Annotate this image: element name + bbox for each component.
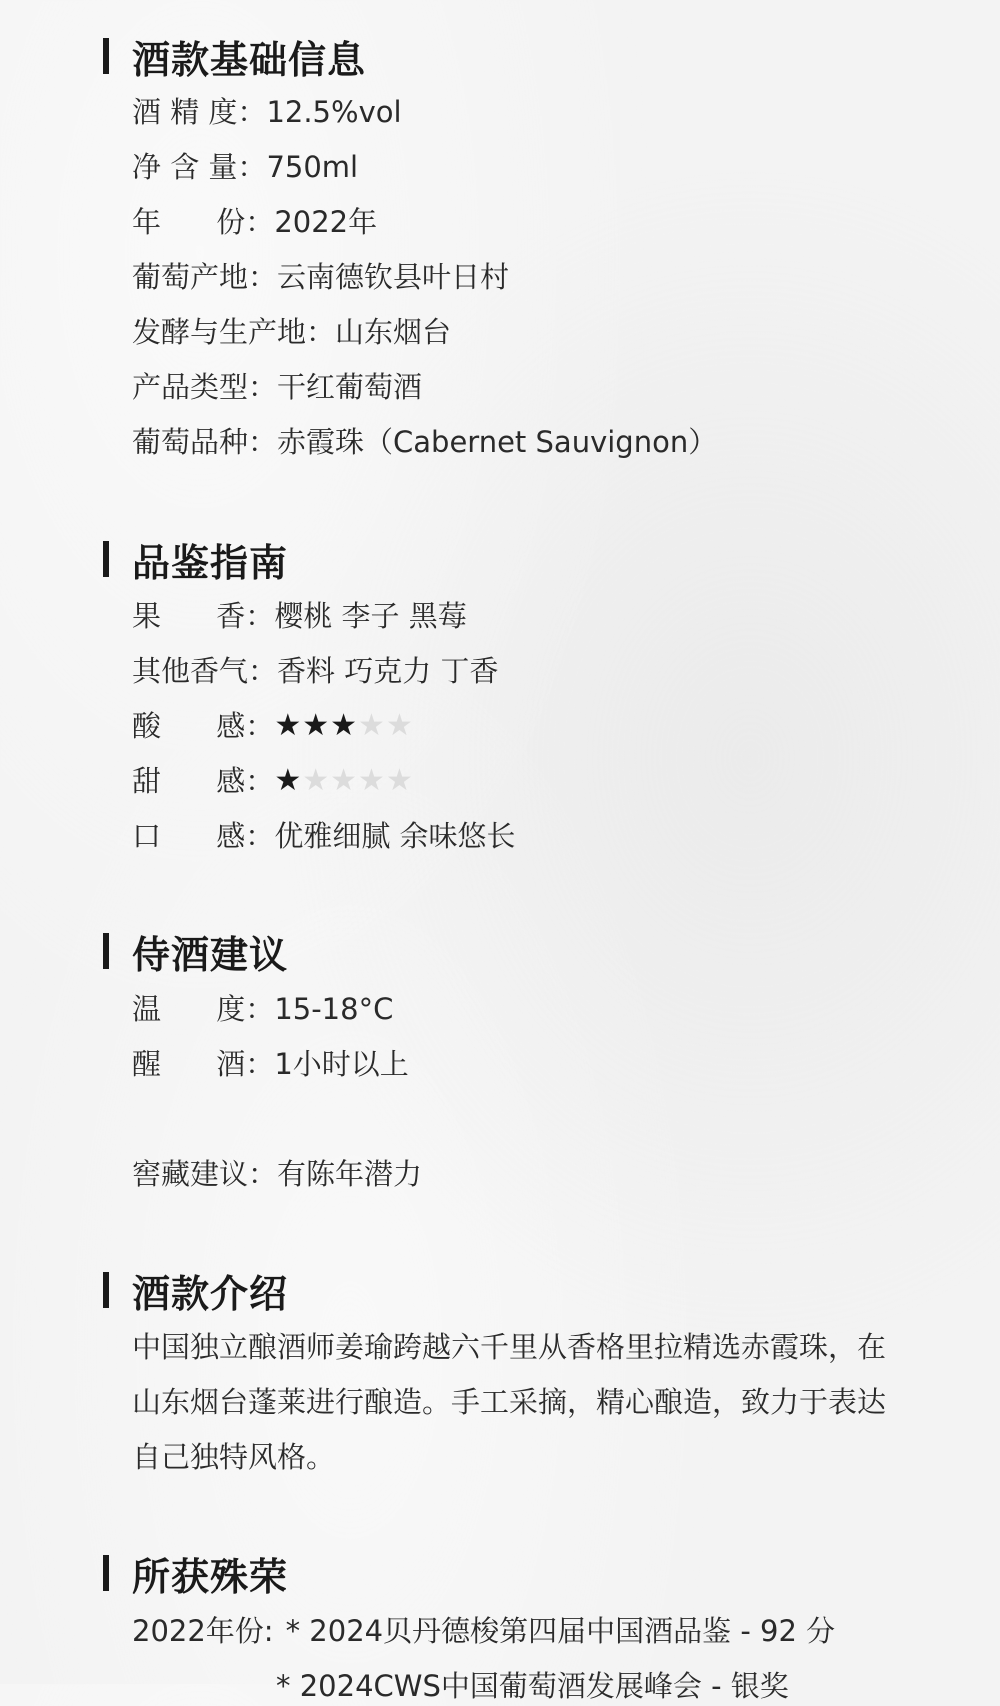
- star-empty-icon: ★: [358, 763, 386, 798]
- section-title: 侍酒建议: [132, 932, 289, 977]
- row-label: 甜 感：: [132, 764, 275, 798]
- star-empty-icon: ★: [330, 763, 359, 798]
- row-value: 香料 巧克力 丁香: [277, 654, 499, 688]
- star-empty-icon: ★: [385, 763, 414, 798]
- sweetness-rating: [274, 761, 414, 801]
- row-value: 干红葡萄酒: [277, 370, 423, 404]
- star-filled-icon: ★: [274, 708, 303, 743]
- section-heading-serving: [103, 931, 289, 977]
- row-value: 750ml: [266, 150, 359, 184]
- heading-bar: [103, 1555, 109, 1591]
- tasting-row-acidity: [132, 706, 414, 746]
- row-value: 15-18°C: [274, 992, 394, 1026]
- star-filled-icon: ★: [330, 708, 359, 743]
- tasting-row-fruit: [132, 596, 467, 636]
- row-label: 口 感：: [132, 819, 275, 853]
- heading-bar: [103, 933, 109, 969]
- row-label: 葡萄品种：: [132, 425, 278, 459]
- star-empty-icon: ★: [358, 708, 386, 743]
- section-title: 酒款基础信息: [132, 37, 367, 82]
- section-heading-basic: [103, 36, 367, 82]
- tasting-row-sweetness: [132, 761, 414, 801]
- info-row-origin: [132, 257, 509, 297]
- tasting-row-aroma: [132, 651, 498, 691]
- award-row: [276, 1666, 789, 1706]
- row-label: 酒 精 度：: [132, 95, 267, 129]
- section-title: 所获殊荣: [132, 1554, 289, 1599]
- row-label: 果 香：: [132, 599, 275, 633]
- intro-line: 中国独立酿酒师姜瑜跨越六千里从香格里拉精选赤霞珠，在: [132, 1330, 887, 1364]
- row-label: 净 含 量：: [132, 150, 267, 184]
- section-title: 酒款介绍: [132, 1271, 289, 1316]
- row-value: 2022年: [274, 205, 378, 239]
- tasting-row-mouthfeel: [132, 816, 516, 856]
- row-label: 窖藏建议：: [132, 1157, 278, 1191]
- info-row-volume: [132, 147, 358, 187]
- serving-row-cellar: [132, 1154, 422, 1194]
- row-label: 发酵与生产地：: [132, 315, 336, 349]
- award-item: * 2024贝丹德梭第四届中国酒品鉴 - 92 分: [285, 1614, 836, 1648]
- row-value: 赤霞珠（Cabernet Sauvignon）: [277, 425, 718, 459]
- heading-bar: [103, 541, 109, 577]
- row-label: 年 份：: [132, 205, 275, 239]
- row-label: 产品类型：: [132, 370, 278, 404]
- row-value: 优雅细腻 余味悠长: [274, 819, 516, 853]
- info-row-abv: [132, 92, 402, 132]
- intro-paragraph: [132, 1320, 922, 1485]
- section-heading-awards: [103, 1553, 289, 1599]
- row-value: 云南德钦县叶日村: [277, 260, 510, 294]
- row-label: 酸 感：: [132, 709, 275, 743]
- row-label: 温 度：: [132, 992, 275, 1026]
- row-label: 醒 酒：: [132, 1047, 275, 1081]
- star-empty-icon: ★: [302, 763, 331, 798]
- section-heading-tasting: [103, 539, 289, 585]
- section-title: 品鉴指南: [132, 540, 289, 585]
- section-heading-intro: [103, 1270, 289, 1316]
- row-value: 12.5%vol: [266, 95, 402, 129]
- row-value: 樱桃 李子 黑莓: [274, 599, 467, 633]
- star-filled-icon: ★: [274, 763, 303, 798]
- serving-row-temperature: [132, 989, 393, 1029]
- serving-row-decant: [132, 1044, 409, 1084]
- award-row: [132, 1611, 835, 1651]
- star-empty-icon: ★: [385, 708, 414, 743]
- acidity-rating: [274, 706, 414, 746]
- row-label: 其他香气：: [132, 654, 278, 688]
- row-value: 山东烟台: [335, 315, 452, 349]
- row-value: 1小时以上: [274, 1047, 409, 1081]
- heading-bar: [103, 1272, 109, 1308]
- row-value: 有陈年潜力: [277, 1157, 423, 1191]
- star-filled-icon: ★: [302, 708, 331, 743]
- row-label: 葡萄产地：: [132, 260, 278, 294]
- heading-bar: [103, 38, 109, 74]
- info-row-variety: [132, 422, 717, 462]
- info-row-vintage: [132, 202, 377, 242]
- info-row-type: [132, 367, 422, 407]
- info-row-production: [132, 312, 451, 352]
- intro-line: 山东烟台蓬莱进行酿造。手工采摘，精心酿造，致力于表达: [132, 1385, 887, 1419]
- intro-line: 自己独特风格。: [132, 1440, 336, 1474]
- award-item: * 2024CWS中国葡萄酒发展峰会 - 银奖: [276, 1669, 789, 1703]
- award-year-label: 2022年份:: [132, 1614, 274, 1648]
